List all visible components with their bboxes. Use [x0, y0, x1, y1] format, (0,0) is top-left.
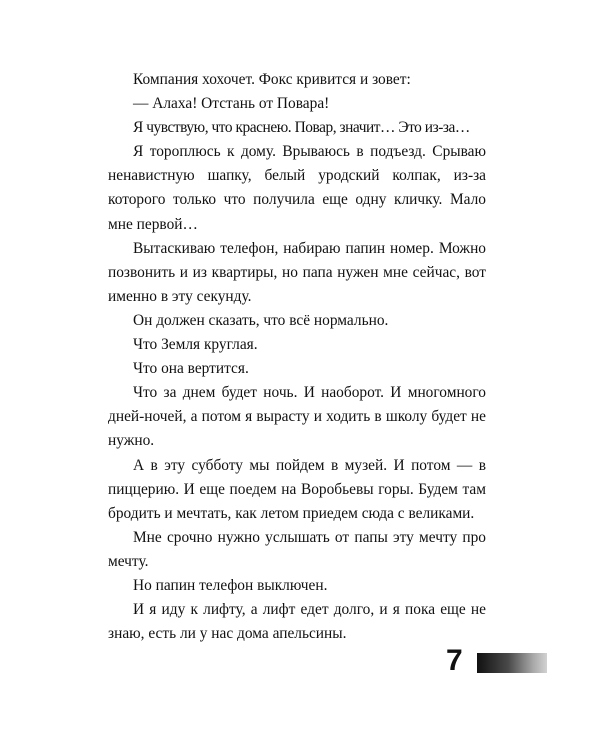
paragraph-10: А в эту субботу мы пойдем в музей. И потом — в пиццерию. И еще поедем на Воробьевы горы. Будем там бродить и мечтать, как летом приедем сюда с великами.: [108, 456, 486, 522]
paragraph-9: Что за днем будет ночь. И наоборот. И многомного дней-ночей, а потом я вырасту и ходить в школу будет не нужно.: [108, 384, 486, 450]
paragraph-1: Компания хохочет. Фокс кривится и зовет:: [133, 71, 411, 88]
paragraph-2: — Алаха! Отстань от Повара!: [133, 95, 330, 113]
paragraph-13: И я иду к лифту, а лифт едет долго, и я пока еще не знаю, есть ли у нас дома апельсины.: [108, 601, 486, 643]
paragraph-8: Что она вертится.: [133, 360, 249, 378]
page-body: [108, 68, 486, 646]
page-number: 7: [446, 644, 463, 677]
paragraph-4: Я тороплюсь к дому. Врываюсь в подъезд. Срываю ненавистную шапку, белый уродский колпак, из-за которого только что получила еще одну кличку. Мало мне первой…: [108, 143, 486, 233]
paragraph-11: Мне срочно нужно услышать от папы эту мечту про мечту.: [108, 528, 486, 570]
paragraph-3: Я чувствую, что краснею. Повар, значит… Это из-за…: [133, 119, 470, 137]
paragraph-5: Вытаскиваю телефон, набираю папин номер. Можно позвонить и из квартиры, но папа нужен мне сейчас, вот именно в эту секунду.: [108, 239, 486, 305]
page-number-bar: [477, 653, 547, 673]
paragraph-12: Но папин телефон выключен.: [133, 576, 328, 594]
paragraph-7: Что Земля круглая.: [133, 336, 258, 354]
paragraph-6: Он должен сказать, что всё нормально.: [133, 311, 389, 329]
